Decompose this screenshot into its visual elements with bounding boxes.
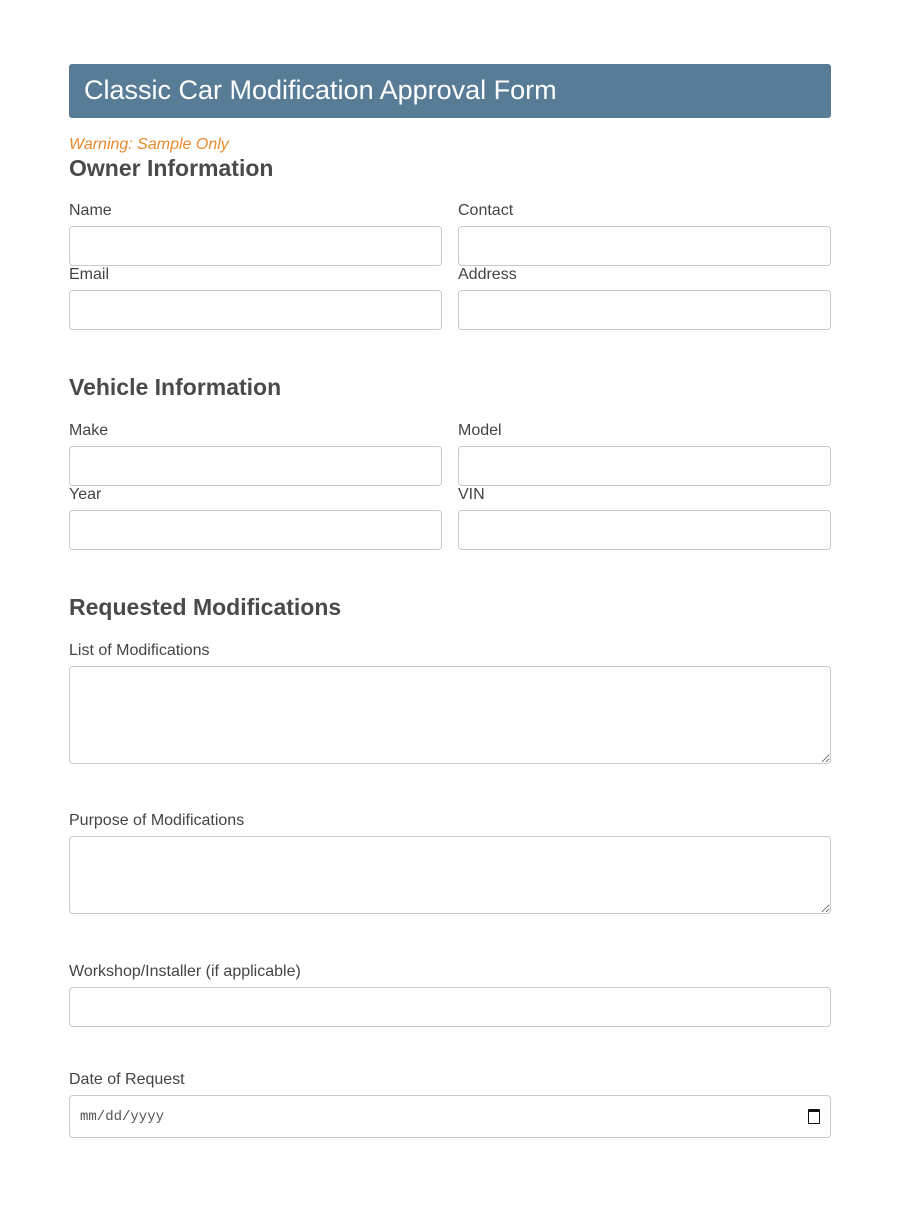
email-input[interactable]	[69, 290, 442, 330]
name-input[interactable]	[69, 226, 442, 266]
owner-section-heading: Owner Information	[69, 155, 274, 181]
year-label: Year	[69, 486, 102, 503]
vin-input[interactable]	[458, 510, 831, 550]
workshop-label: Workshop/Installer (if applicable)	[69, 963, 301, 980]
year-input[interactable]	[69, 510, 442, 550]
email-label: Email	[69, 266, 110, 283]
model-input[interactable]	[458, 446, 831, 486]
form-title: Classic Car Modification Approval Form	[84, 75, 557, 105]
name-label: Name	[69, 202, 112, 219]
warning-text: Warning: Sample Only	[69, 136, 229, 153]
date-placeholder: mm/dd/yyyy	[80, 1108, 165, 1125]
make-label: Make	[69, 422, 109, 439]
vehicle-section-heading: Vehicle Information	[69, 374, 282, 400]
address-input[interactable]	[458, 290, 831, 330]
workshop-input[interactable]	[69, 987, 831, 1027]
modifications-list-textarea[interactable]	[69, 666, 831, 764]
modifications-list-label: List of Modifications	[69, 642, 210, 659]
modifications-section-heading: Requested Modifications	[69, 594, 342, 620]
vin-label: VIN	[458, 486, 485, 503]
date-label: Date of Request	[69, 1071, 185, 1088]
calendar-icon[interactable]	[808, 1109, 820, 1124]
contact-label: Contact	[458, 202, 514, 219]
address-label: Address	[458, 266, 517, 283]
date-input[interactable]	[69, 1095, 831, 1138]
purpose-label: Purpose of Modifications	[69, 812, 245, 829]
contact-input[interactable]	[458, 226, 831, 266]
make-input[interactable]	[69, 446, 442, 486]
form-header	[69, 64, 831, 118]
model-label: Model	[458, 422, 502, 439]
purpose-textarea[interactable]	[69, 836, 831, 914]
